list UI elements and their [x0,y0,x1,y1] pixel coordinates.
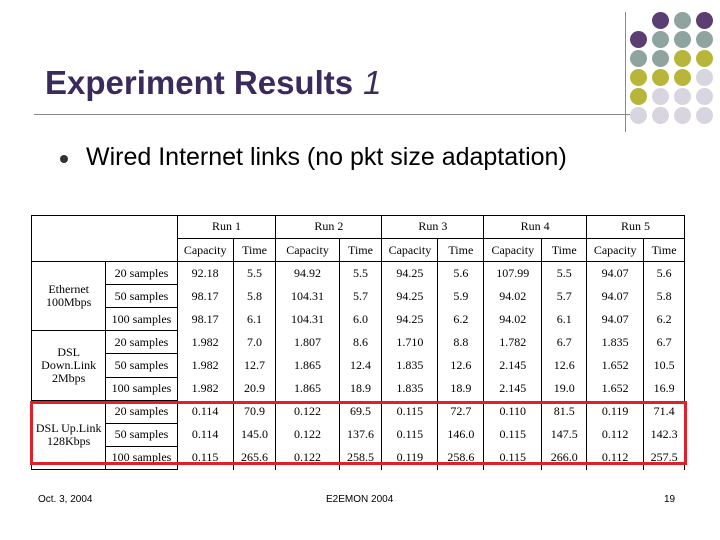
decorative-dot [630,50,647,67]
samples-cell: 50 samples [106,354,177,377]
value-cell: 5.8 [233,285,276,308]
group-label: DSL Up.Link 128Kbps [32,400,106,469]
footer-center: E2EMON 2004 [326,494,394,505]
value-cell: 81.5 [542,400,587,423]
value-cell: 6.1 [542,308,587,331]
samples-cell: 20 samples [106,331,177,354]
decorative-dot [674,88,691,105]
capacity-header: Capacity [276,239,339,262]
decorative-dot [674,107,691,124]
value-cell: 146.0 [438,423,484,446]
run-header: Run 3 [382,216,484,239]
decorative-dot [674,31,691,48]
table-row [32,308,685,331]
value-cell: 8.8 [438,331,484,354]
value-cell: 72.7 [438,400,484,423]
value-cell: 5.9 [438,285,484,308]
value-cell: 5.5 [339,262,382,285]
value-cell: 16.9 [644,377,685,400]
value-cell: 0.115 [382,400,438,423]
value-cell: 0.115 [484,446,542,469]
value-cell: 6.0 [339,308,382,331]
value-cell: 0.115 [177,446,233,469]
value-cell: 5.7 [542,285,587,308]
decorative-dot [696,12,713,29]
group-label: Ethernet 100Mbps [32,262,106,331]
capacity-header: Capacity [382,239,438,262]
value-cell: 265.6 [233,446,276,469]
value-cell: 0.119 [382,446,438,469]
header-row-runs [32,216,685,239]
slide-title [45,64,381,102]
samples-cell: 20 samples [106,400,177,423]
slide-title-number: 1 [363,64,382,101]
value-cell: 18.9 [339,377,382,400]
value-cell: 6.7 [542,331,587,354]
decorative-dot [674,12,691,29]
value-cell: 104.31 [276,308,339,331]
value-cell: 0.114 [177,400,233,423]
value-cell: 12.6 [438,354,484,377]
value-cell: 266.0 [542,446,587,469]
samples-cell: 20 samples [106,262,177,285]
value-cell: 1.835 [382,354,438,377]
value-cell: 94.07 [587,308,644,331]
run-header: Run 2 [276,216,382,239]
value-cell: 94.25 [382,308,438,331]
value-cell: 258.5 [339,446,382,469]
value-cell: 0.115 [484,423,542,446]
value-cell: 145.0 [233,423,276,446]
value-cell: 137.6 [339,423,382,446]
decorative-dot [674,69,691,86]
value-cell: 94.25 [382,262,438,285]
value-cell: 18.9 [438,377,484,400]
value-cell: 1.807 [276,331,339,354]
time-header: Time [644,239,685,262]
decorative-dot [652,12,669,29]
value-cell: 1.782 [484,331,542,354]
value-cell: 8.6 [339,331,382,354]
footer-date: Oct. 3, 2004 [38,494,93,505]
corner-cell [32,216,178,262]
value-cell: 94.25 [382,285,438,308]
value-cell: 1.652 [587,377,644,400]
time-header: Time [233,239,276,262]
decorative-dot [630,69,647,86]
value-cell: 12.6 [542,354,587,377]
decorative-dot [696,31,713,48]
time-header: Time [339,239,382,262]
value-cell: 5.5 [542,262,587,285]
value-cell: 1.982 [177,331,233,354]
table-row [32,285,685,308]
value-cell: 5.5 [233,262,276,285]
value-cell: 12.7 [233,354,276,377]
value-cell: 0.122 [276,400,339,423]
value-cell: 94.07 [587,285,644,308]
value-cell: 0.112 [587,446,644,469]
value-cell: 0.112 [587,423,644,446]
table-row [32,377,685,400]
highlight-box [30,401,687,465]
table-row [32,262,685,285]
value-cell: 1.710 [382,331,438,354]
samples-cell: 100 samples [106,377,177,400]
decorative-dot [696,69,713,86]
samples-cell: 100 samples [106,446,177,469]
samples-cell: 50 samples [106,285,177,308]
value-cell: 0.119 [587,400,644,423]
value-cell: 94.92 [276,262,339,285]
group-label: DSL Down.Link 2Mbps [32,331,106,400]
value-cell: 1.982 [177,354,233,377]
value-cell: 258.6 [438,446,484,469]
value-cell: 0.115 [382,423,438,446]
value-cell: 142.3 [644,423,685,446]
footer-page-number: 19 [664,494,676,505]
time-header: Time [438,239,484,262]
value-cell: 71.4 [644,400,685,423]
capacity-header: Capacity [177,239,233,262]
value-cell: 107.99 [484,262,542,285]
capacity-header: Capacity [587,239,644,262]
run-header: Run 1 [177,216,276,239]
value-cell: 0.122 [276,446,339,469]
title-divider-horizontal [34,114,636,115]
value-cell: 5.6 [438,262,484,285]
value-cell: 98.17 [177,285,233,308]
value-cell: 1.982 [177,377,233,400]
value-cell: 6.7 [644,331,685,354]
value-cell: 10.5 [644,354,685,377]
title-divider-vertical [625,12,626,132]
value-cell: 0.122 [276,423,339,446]
run-header: Run 4 [484,216,587,239]
value-cell: 19.0 [542,377,587,400]
value-cell: 5.7 [339,285,382,308]
value-cell: 5.8 [644,285,685,308]
bullet-icon [60,155,68,163]
decorative-dot [696,88,713,105]
value-cell: 0.114 [177,423,233,446]
value-cell: 94.02 [484,285,542,308]
time-header: Time [542,239,587,262]
decorative-dot [630,31,647,48]
value-cell: 94.07 [587,262,644,285]
value-cell: 94.02 [484,308,542,331]
decorative-dot [652,31,669,48]
value-cell: 1.865 [276,377,339,400]
table-row [32,331,685,354]
table-row [32,354,685,377]
capacity-header: Capacity [484,239,542,262]
bullet-text: Wired Internet links (no pkt size adaptation) [86,143,567,171]
value-cell: 6.2 [438,308,484,331]
value-cell: 6.2 [644,308,685,331]
value-cell: 92.18 [177,262,233,285]
value-cell: 257.5 [644,446,685,469]
value-cell: 7.0 [233,331,276,354]
value-cell: 70.9 [233,400,276,423]
decorative-dot [652,88,669,105]
value-cell: 1.835 [587,331,644,354]
value-cell: 104.31 [276,285,339,308]
run-header: Run 5 [587,216,685,239]
value-cell: 5.6 [644,262,685,285]
decorative-dot [630,107,647,124]
decorative-dot [652,50,669,67]
decorative-dot [652,69,669,86]
value-cell: 1.865 [276,354,339,377]
samples-cell: 100 samples [106,308,177,331]
decorative-dot [674,50,691,67]
value-cell: 1.652 [587,354,644,377]
value-cell: 20.9 [233,377,276,400]
value-cell: 147.5 [542,423,587,446]
value-cell: 6.1 [233,308,276,331]
value-cell: 69.5 [339,400,382,423]
decorative-dot [652,107,669,124]
value-cell: 12.4 [339,354,382,377]
samples-cell: 50 samples [106,423,177,446]
value-cell: 98.17 [177,308,233,331]
value-cell: 1.835 [382,377,438,400]
value-cell: 0.110 [484,400,542,423]
value-cell: 2.145 [484,377,542,400]
decorative-dot [696,107,713,124]
value-cell: 2.145 [484,354,542,377]
decorative-dot [630,88,647,105]
decorative-dot [696,50,713,67]
slide-title-text: Experiment Results [45,64,354,101]
